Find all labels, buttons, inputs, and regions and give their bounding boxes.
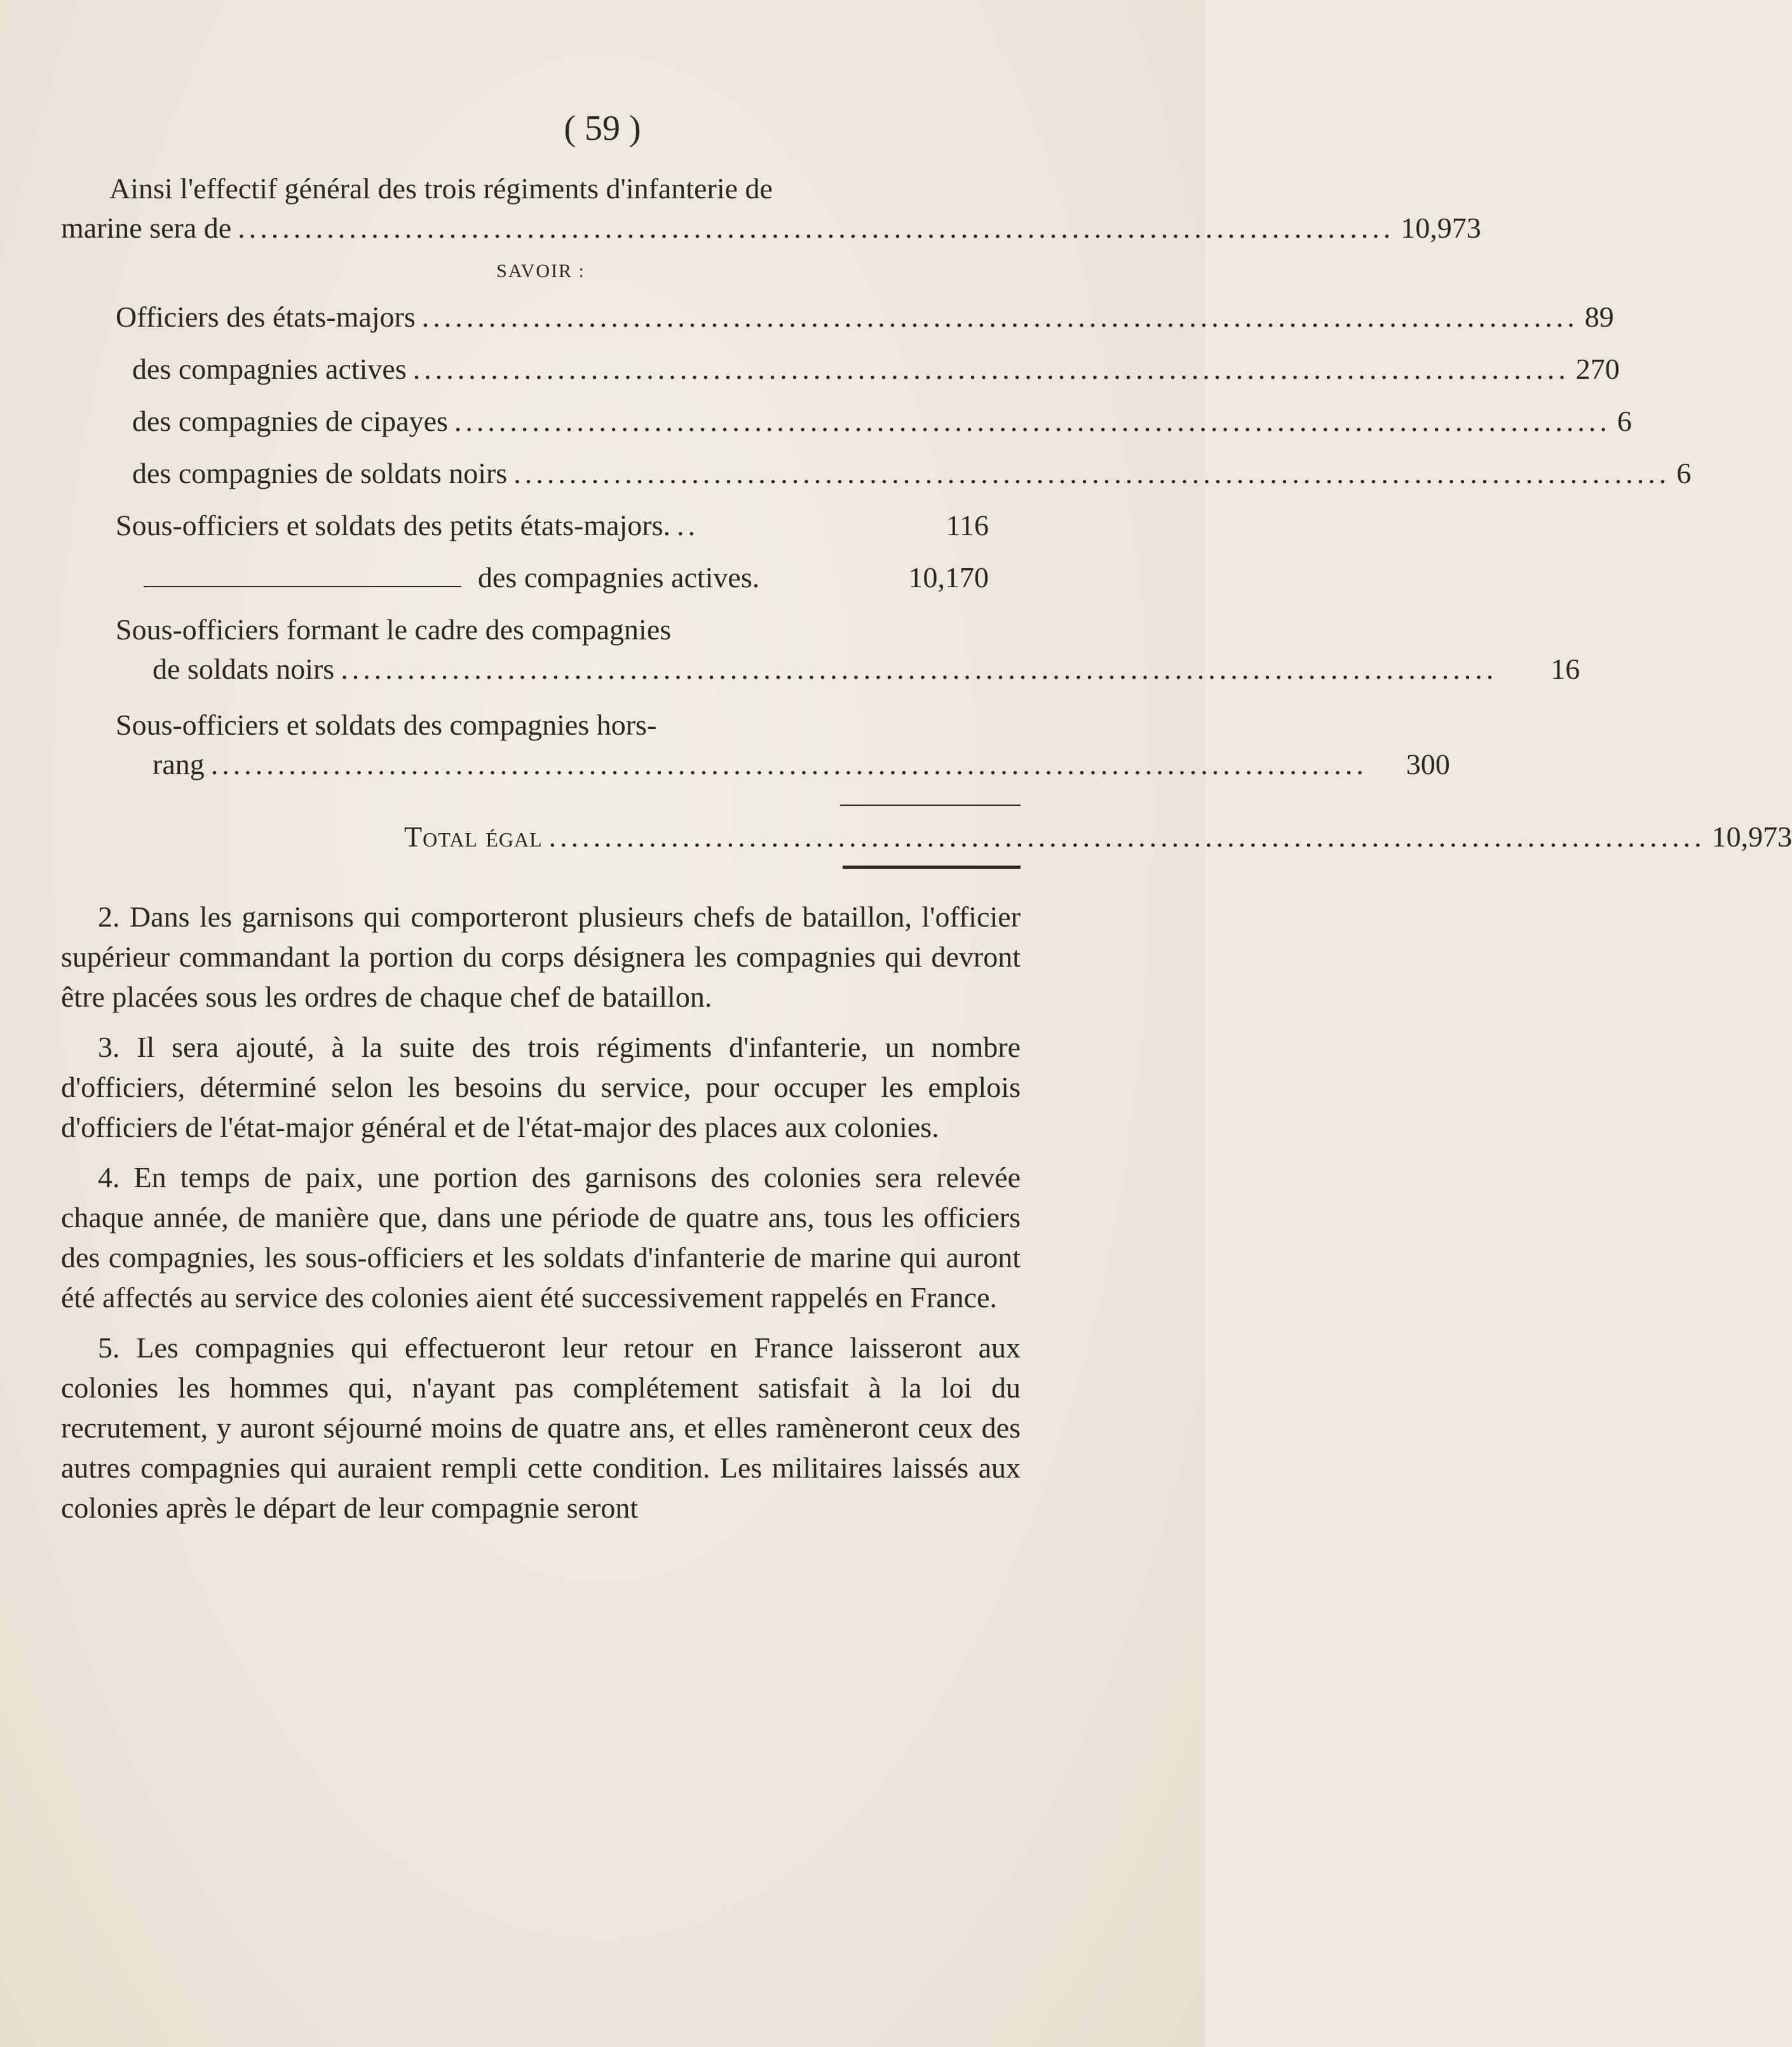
total-value: 10,973 (1711, 820, 1792, 853)
row-value: 270 (1575, 353, 1620, 385)
table-row (61, 610, 1580, 705)
row-value: 6 (1617, 405, 1632, 437)
sum-rule (840, 805, 1021, 806)
leader-dots: .. (677, 509, 699, 541)
row-label: des compagnies de soldats noirs (132, 457, 508, 489)
row-label: Sous-officiers et soldats des petits états-majors. (116, 509, 670, 541)
row-value: 10,170 (908, 561, 989, 594)
table-row (61, 350, 1620, 402)
total-row (61, 817, 1792, 869)
row-line-2 (116, 649, 1580, 689)
table-row (61, 705, 1450, 801)
effectif-table (61, 297, 1792, 869)
row-value: 6 (1676, 457, 1692, 489)
table-row (61, 454, 1692, 506)
row-value: 116 (946, 509, 989, 541)
paragraphs (61, 897, 1021, 1528)
row-label-line-1: Sous-officiers et soldats des compagnies hors- (116, 709, 657, 741)
intro-text: marine sera de (61, 212, 232, 244)
table-row (61, 506, 989, 558)
table-row (61, 297, 1614, 350)
row-label: Officiers des états-majors (116, 301, 416, 333)
ditto-dash (144, 586, 461, 587)
leader-dots: ........................................................................................................ (454, 405, 1611, 437)
leader-dots: ........................................................................................................ (548, 820, 1706, 853)
row-value: 300 (1406, 748, 1450, 780)
row-label-line-1: Sous-officiers formant le cadre des compagnies (116, 613, 672, 646)
paragraph-2: 2. Dans les garnisons qui comporteront plusieurs chefs de bataillon, l'officier supérieur commandant la portion du corps désignera les compagnies qui devront être placées sous les ordres de chaque chef de bataillon. (61, 901, 1021, 1013)
intro-total: 10,973 (1401, 212, 1481, 244)
paragraph-3: 3. Il sera ajouté, à la suite des trois régiments d'infanterie, un nombre d'officiers, déterminé selon les besoins du service, pour occuper les emplois d'officiers de l'état-major général et de l'état-major des places aux colonies. (61, 1031, 1021, 1143)
row-value: 89 (1584, 301, 1614, 333)
row-value: 16 (1551, 653, 1580, 685)
row-label-line-2: de soldats noirs (153, 653, 335, 685)
total-double-rule (843, 866, 1021, 869)
intro-line-1: Ainsi l'effectif général des trois régiments d'infanterie de (109, 172, 773, 205)
row-label: des compagnies actives (132, 353, 407, 385)
leader-dots: ........................................................................................................ (210, 748, 1368, 780)
paragraph-5: 5. Les compagnies qui effectueront leur retour en France laisseront aux colonies les hommes qui, n'ayant pas complétement satisfait à la loi du recrutement, y auront séjourné moins de quatre ans, et elles ramèneront ceux des autres compagnies qui auraient rempli cette condition. Les militaires laissés aux colonies après le départ de leur compagnie seront (61, 1331, 1021, 1524)
leader-dots: ........................................................................................................ (238, 212, 1395, 244)
total-label: Total égal (404, 820, 543, 853)
leader-dots: ........................................................................................................ (421, 301, 1578, 333)
leader-dots: ........................................................................................................ (412, 353, 1570, 385)
savoir-heading: SAVOIR : (496, 261, 585, 282)
row-label: des compagnies actives. (478, 561, 760, 594)
leader-dots: ........................................................................................................ (513, 457, 1671, 489)
intro-block (61, 169, 1792, 1528)
page-number: ( 59 ) (564, 109, 641, 148)
row-label-line-2: rang (153, 748, 205, 780)
intro-line-2 (61, 208, 1481, 248)
table-row (61, 402, 1632, 454)
row-line-2 (116, 745, 1450, 784)
row-label: des compagnies de cipayes (132, 405, 448, 437)
table-row (61, 558, 989, 610)
paragraph-4: 4. En temps de paix, une portion des garnisons des colonies sera relevée chaque année, de manière que, dans une période de quatre ans, tous les officiers des compagnies, les sous-officiers et les soldats d'infanterie de marine qui auront été affectés au service des colonies aient été successivement rappelés en France. (61, 1161, 1021, 1314)
leader-dots: ........................................................................................................ (341, 653, 1498, 685)
